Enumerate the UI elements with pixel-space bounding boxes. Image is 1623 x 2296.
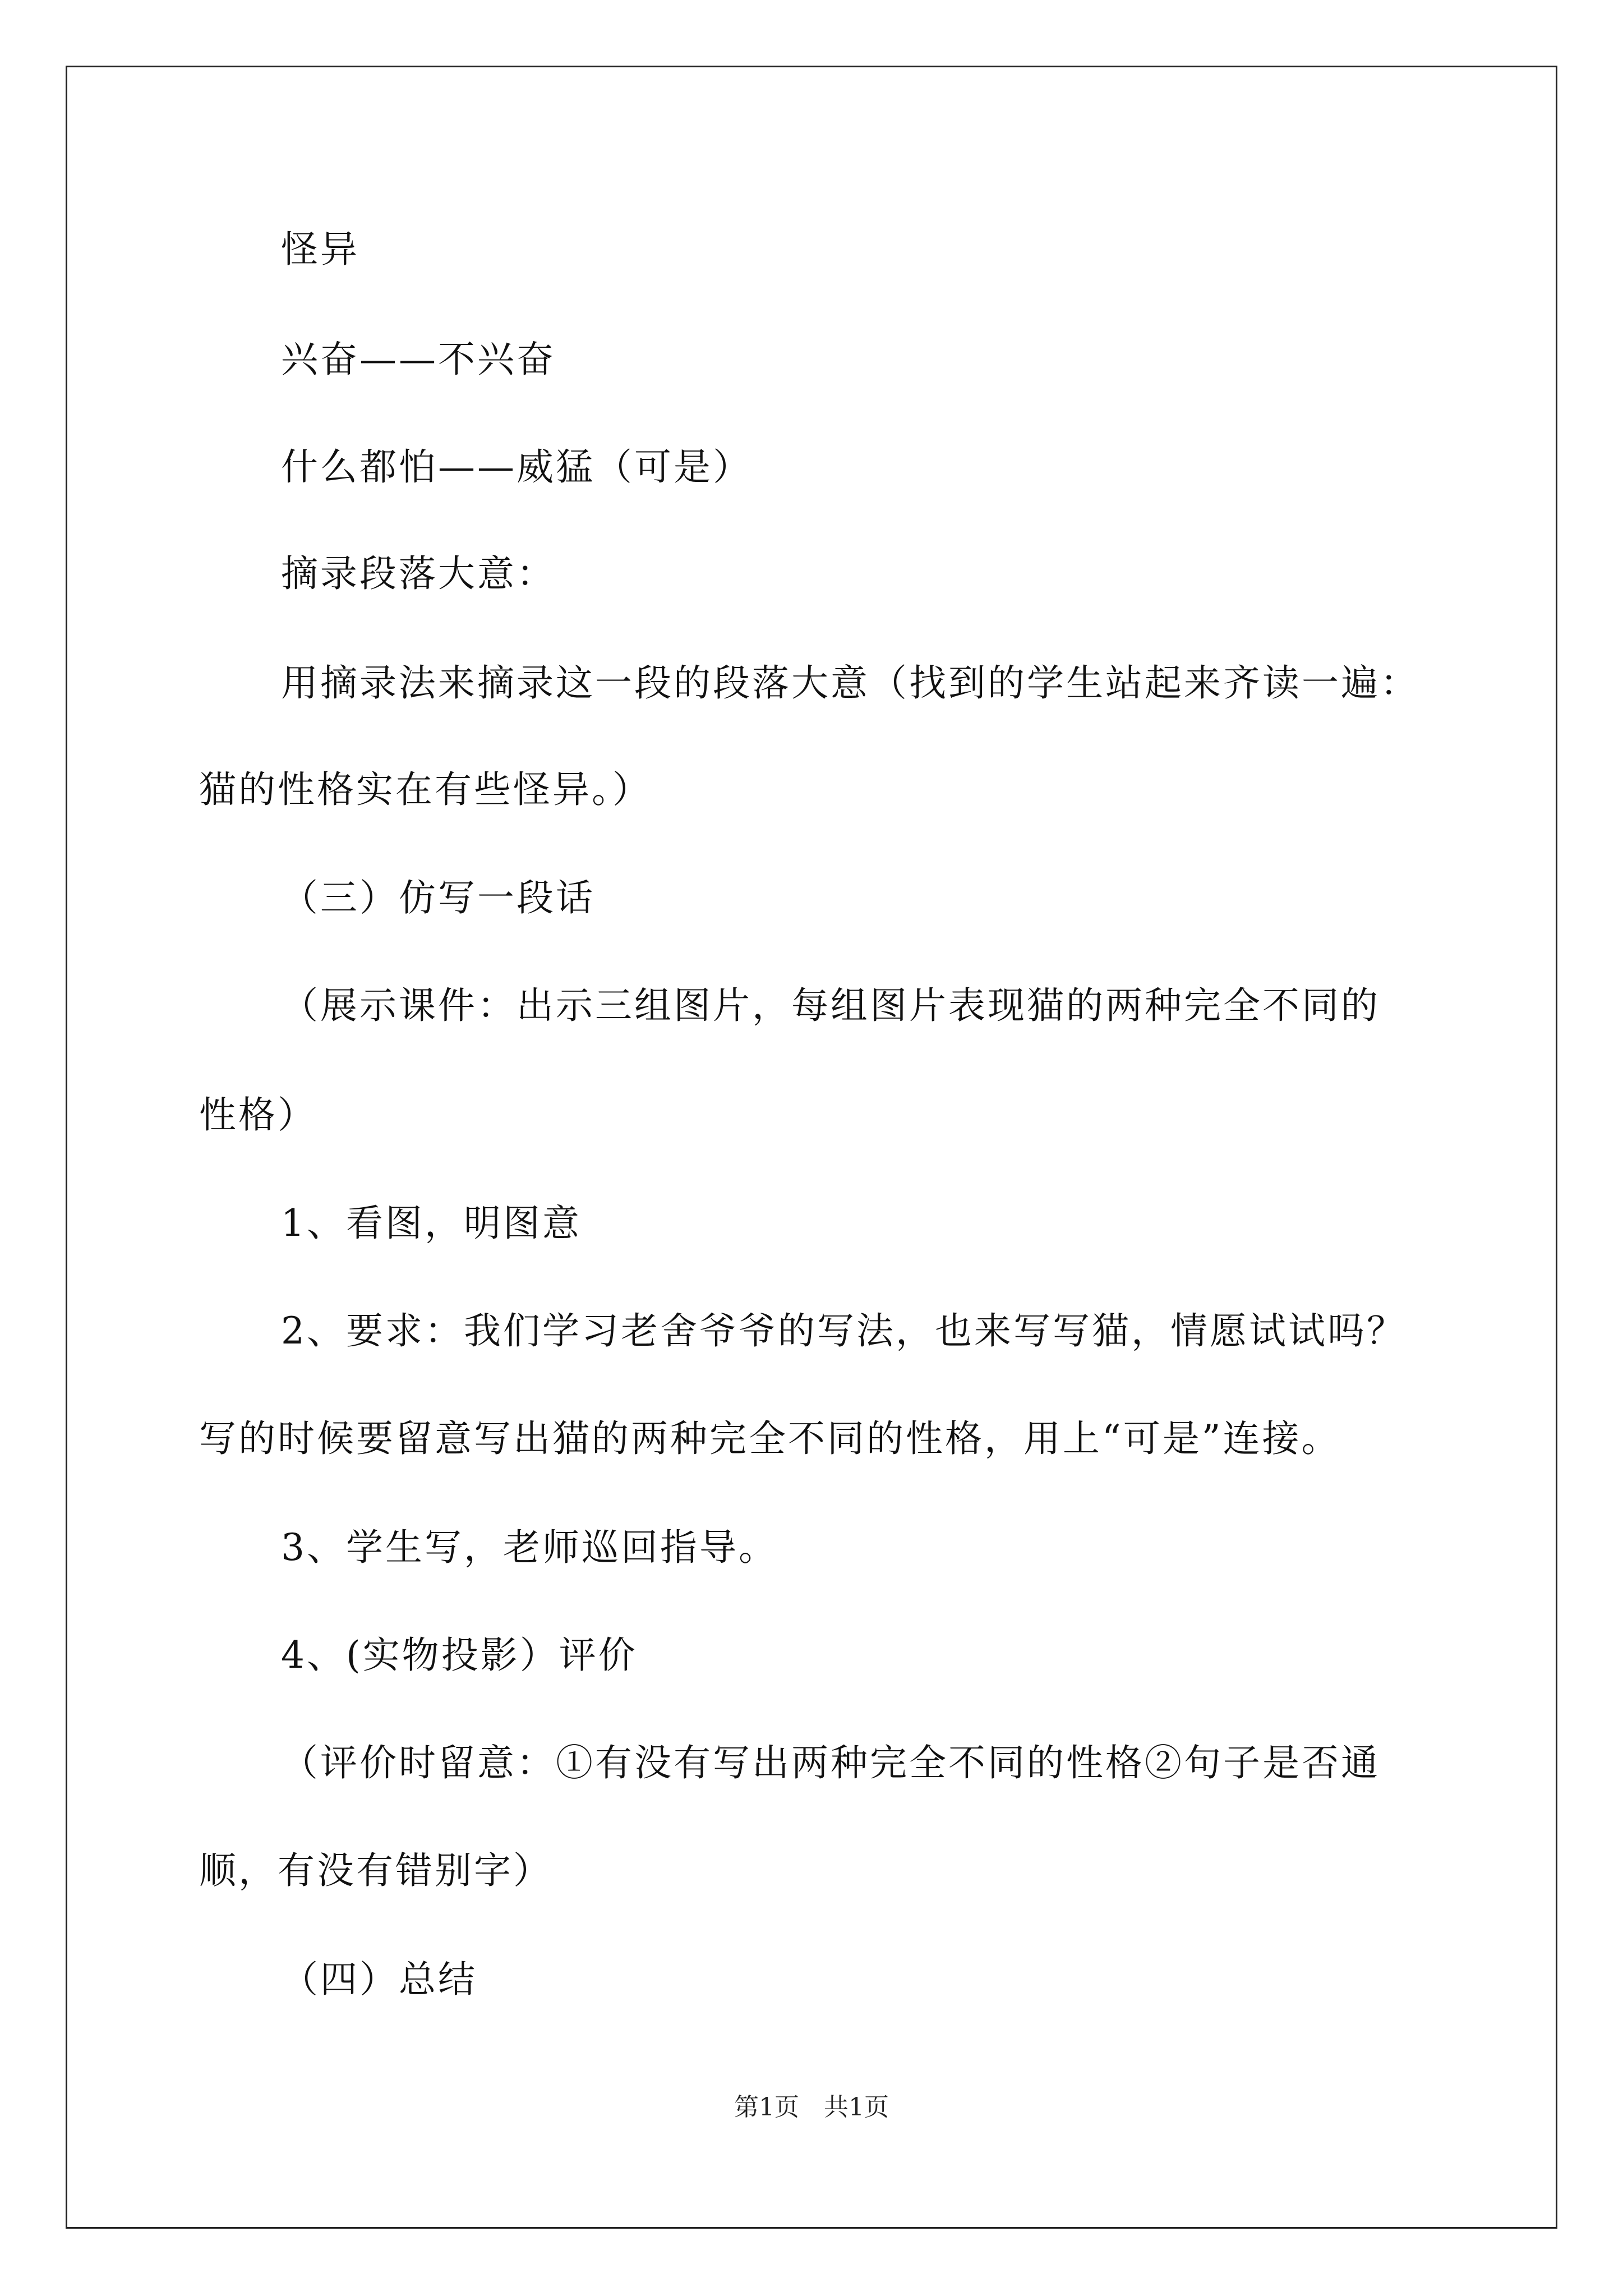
paragraph-4: 摘录段落大意： xyxy=(281,552,556,595)
paragraph-7-line-2: 性格） xyxy=(199,1093,317,1137)
step-2-line-1: 2、要求：我们学习老舍爷爷的写法，也来写写猫，情愿试试吗？ xyxy=(281,1309,1406,1352)
paragraph-5-line-2: 猫的性格实在有些怪异。） xyxy=(199,768,652,811)
page-number-footer: 第1页 共1页 xyxy=(734,2093,889,2122)
paragraph-2: 兴奋——不兴奋 xyxy=(281,338,556,381)
step-3: 3、学生写，老师巡回指导。 xyxy=(281,1526,778,1569)
page-border xyxy=(66,66,1557,2229)
section-heading-4: （四）总结 xyxy=(281,1958,477,2001)
step-1: 1、看图，明图意 xyxy=(281,1202,582,1245)
step-4: 4、(实物投影）评价 xyxy=(281,1634,638,1677)
evaluation-note-line-2: 顺，有没有错别字） xyxy=(199,1849,552,1892)
evaluation-note-line-1: （评价时留意：①有没有写出两种完全不同的性格②句子是否通 xyxy=(281,1741,1380,1784)
step-2-line-2: 写的时候要留意写出猫的两种完全不同的性格，用上“可是”连接。 xyxy=(199,1417,1341,1460)
paragraph-3: 什么都怕——威猛（可是） xyxy=(281,445,752,489)
paragraph-1: 怪异 xyxy=(281,228,359,271)
paragraph-5-line-1: 用摘录法来摘录这一段的段落大意（找到的学生站起来齐读一遍： xyxy=(281,661,1419,705)
paragraph-7-line-1: （展示课件：出示三组图片，每组图片表现猫的两种完全不同的 xyxy=(281,984,1380,1027)
section-heading-3: （三）仿写一段话 xyxy=(281,876,595,919)
